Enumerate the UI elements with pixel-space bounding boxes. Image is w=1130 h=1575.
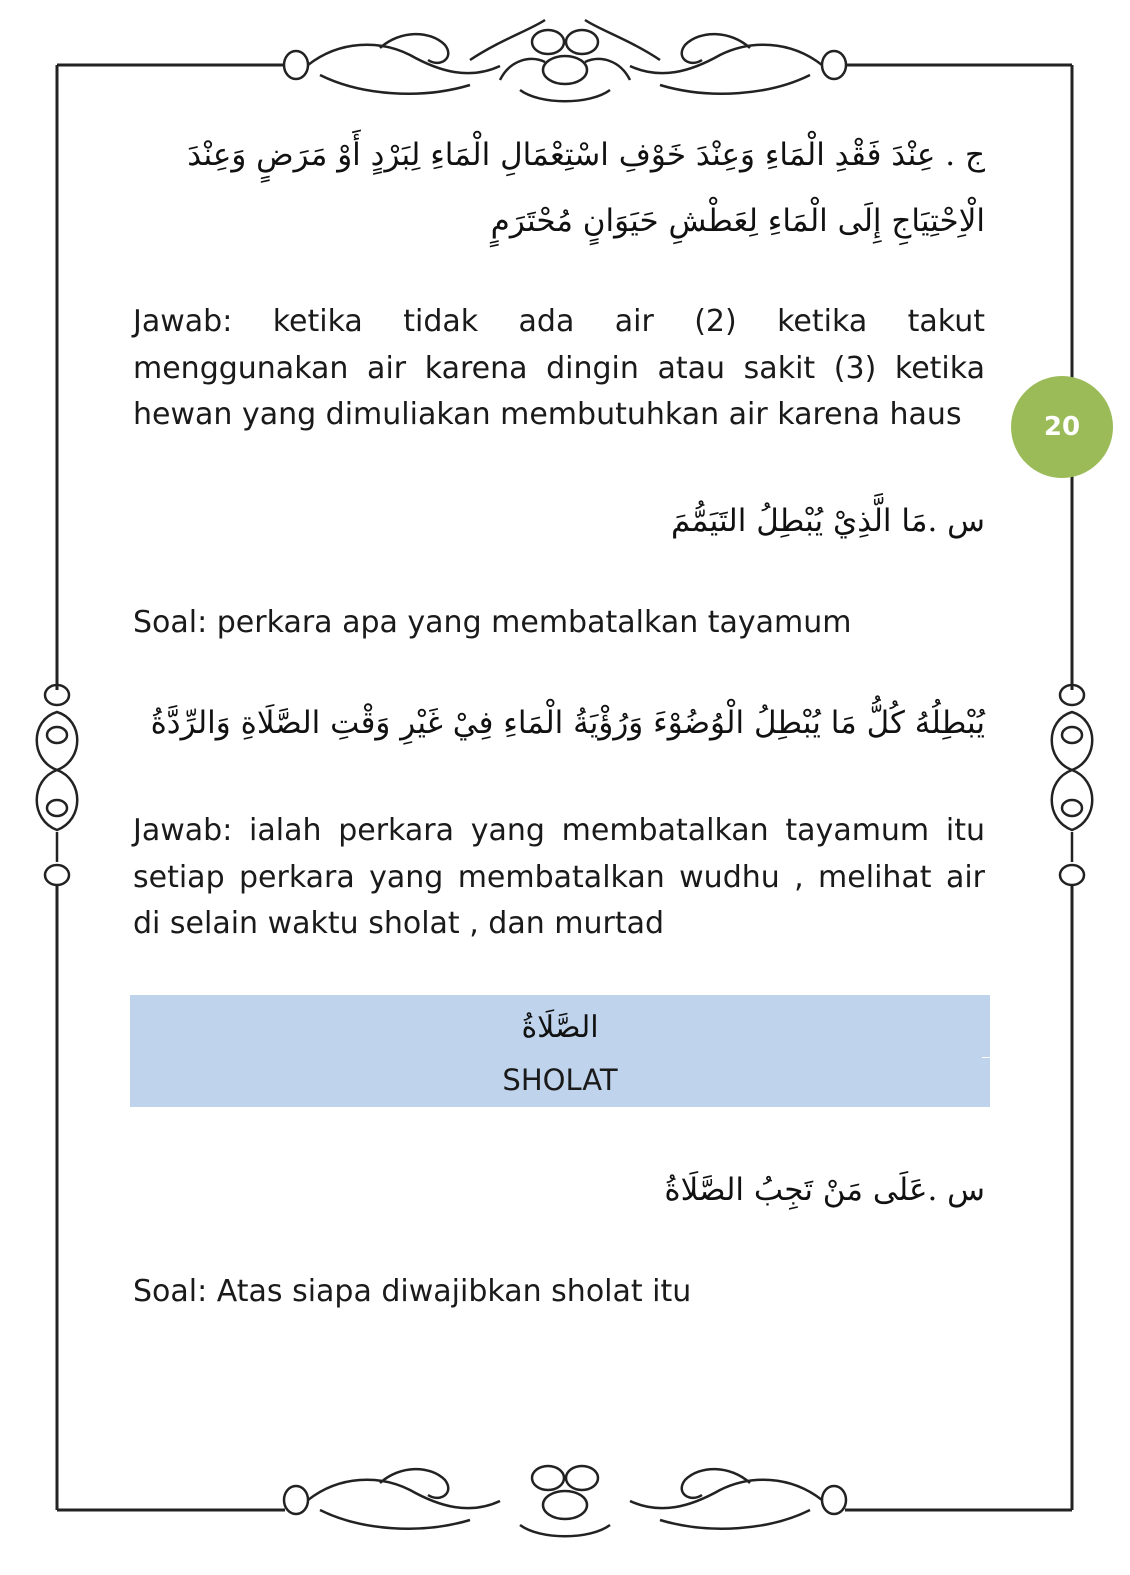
answer-1-translation: Jawab: ketika tidak ada air (2) ketika takut menggunakan air karena dingin atau sakit (3) ketika hewan yang dimuliakan membutuhkan air karena haus bbox=[133, 304, 985, 432]
question-2-translation: Soal: perkara apa yang membatalkan tayamum bbox=[133, 605, 852, 640]
section-heading bbox=[130, 995, 990, 1107]
question-2-arabic: س .مَا الَّذِيْ يُبْطِلُ التَيَمُّمَ bbox=[671, 503, 985, 539]
section-heading-arabic: الصَّلَاةُ bbox=[521, 1010, 599, 1045]
section-heading-latin: SHOLAT bbox=[502, 1063, 618, 1097]
page-number: 20 bbox=[1043, 412, 1081, 442]
answer-2-arabic: يُبْطِلُهُ كُلُّ مَا يُبْطِلُ الْوُضُوْءَ وَرُؤْيَةُ الْمَاءِ فِيْ غَيْرِ وَقْتِ الصَّلَاةِ وَالرِّدَّةُ bbox=[150, 705, 985, 741]
page-number-badge bbox=[1011, 376, 1113, 478]
bottom-ornament bbox=[284, 1466, 846, 1536]
right-side-ornament bbox=[1052, 685, 1093, 885]
top-ornament bbox=[284, 20, 846, 101]
question-3-arabic: س .عَلَى مَنْ تَجِبُ الصَّلَاةُ bbox=[664, 1172, 985, 1208]
question-3-translation: Soal: Atas siapa diwajibkan sholat itu bbox=[133, 1274, 692, 1309]
answer-2-translation: Jawab: ialah perkara yang membatalkan tayamum itu setiap perkara yang membatalkan wudhu , melihat air di selain waktu sholat , dan murtad bbox=[133, 813, 985, 941]
left-side-ornament bbox=[37, 685, 78, 885]
section-divider bbox=[982, 1057, 990, 1058]
answer-1-arabic: ج . عِنْدَ فَقْدِ الْمَاءِ وَعِنْدَ خَوْفِ اسْتِعْمَالِ الْمَاءِ لِبَرْدٍ أَوْ مَرَضٍ وَعِنْدَ الْاِحْتِيَاجِ إِلَى الْمَاءِ لِعَطْشِ حَيَوَانٍ مُحْتَرَمٍ bbox=[187, 137, 985, 239]
